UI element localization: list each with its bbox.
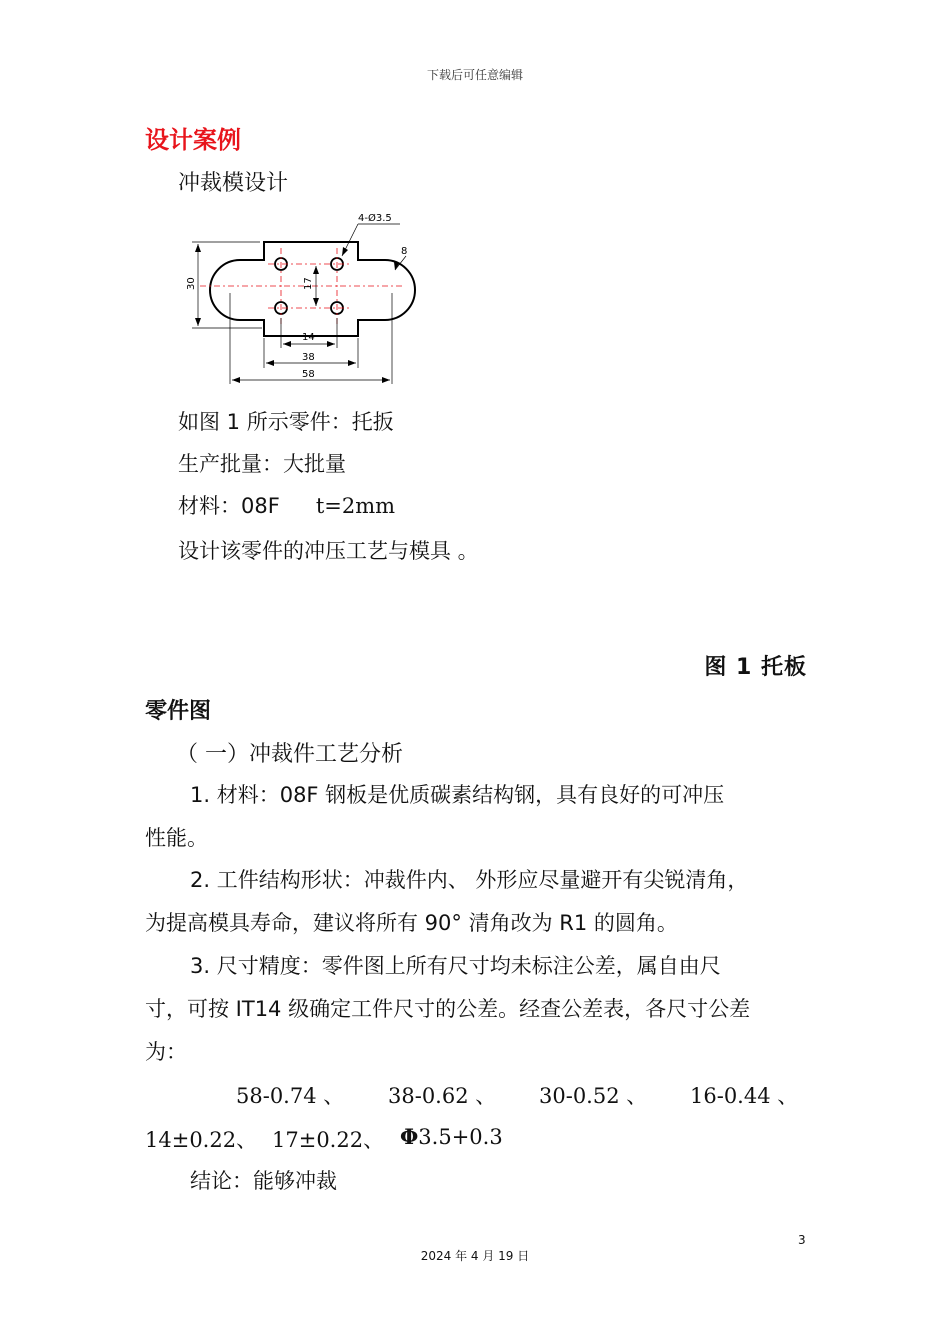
part-info-line1: 如图 1 所示零件：托扳: [178, 410, 394, 434]
section2-title: 零件图: [145, 699, 212, 724]
dim-holes: 4-Ø3.5: [358, 213, 392, 224]
page-number: 3: [798, 1233, 806, 1247]
tolerance-16: 16-0.44 、: [690, 1084, 799, 1108]
part-info-line3: [178, 490, 395, 520]
part-info-line4: 设计该零件的冲压工艺与模具 。: [178, 539, 479, 563]
phi-symbol: Φ: [400, 1124, 419, 1149]
hole-tolerance-value: 3.5+0.3: [418, 1125, 503, 1149]
dim-overall-width: 58: [302, 369, 315, 380]
tolerance-14: 14±0.22、: [145, 1128, 258, 1152]
dim-middle-width: 38: [302, 352, 315, 363]
tolerance-30: 30-0.52 、: [539, 1084, 648, 1108]
item2-line2: 为提高模具寿命，建议将所有 90° 清角改为 R1 的圆角。: [145, 911, 678, 935]
page-footer-date: 2024 年 4 月 19 日: [420, 1249, 530, 1263]
material-label: 材料：08F: [178, 494, 280, 518]
dim-hole-pitch-v: 17: [303, 277, 314, 290]
thickness: t=2mm: [315, 494, 396, 518]
dim-radius: 8: [401, 246, 408, 257]
item3-line1: 3. 尺寸精度：零件图上所有尺寸均未标注公差，属自由尺: [190, 954, 721, 978]
part-info-line2: 生产批量：大批量: [178, 452, 346, 476]
conclusion: 结论：能够冲裁: [190, 1169, 337, 1193]
item3-line2: 寸，可按 IT14 级确定工件尺寸的公差。经查公差表，各尺寸公差: [145, 997, 751, 1021]
dim-hole-pitch-h: 14: [302, 332, 315, 343]
section-title: 设计案例: [145, 126, 241, 154]
subtitle: 冲裁模设计: [178, 171, 289, 196]
tolerance-38: 38-0.62 、: [388, 1084, 497, 1108]
tolerance-58: 58-0.74 、: [236, 1084, 345, 1108]
dim-height: 30: [186, 277, 197, 290]
item2-line1: 2. 工件结构形状：冲裁件内、 外形应尽量避开有尖锐清角，: [190, 868, 749, 892]
page-header: 下载后可任意编辑: [426, 68, 523, 82]
subsection-title: （ 一）冲裁件工艺分析: [176, 742, 403, 767]
item1-line2: 性能。: [145, 826, 208, 850]
item3-line3: 为：: [145, 1040, 187, 1064]
item1-line1: 1. 材料：08F 钢板是优质碳素结构钢，具有良好的可冲压: [190, 783, 725, 807]
tolerance-17: 17±0.22、: [272, 1128, 385, 1152]
part-drawing: [180, 208, 420, 388]
tolerance-hole: [400, 1124, 503, 1149]
figure-caption: 图 1 托板: [704, 655, 807, 680]
